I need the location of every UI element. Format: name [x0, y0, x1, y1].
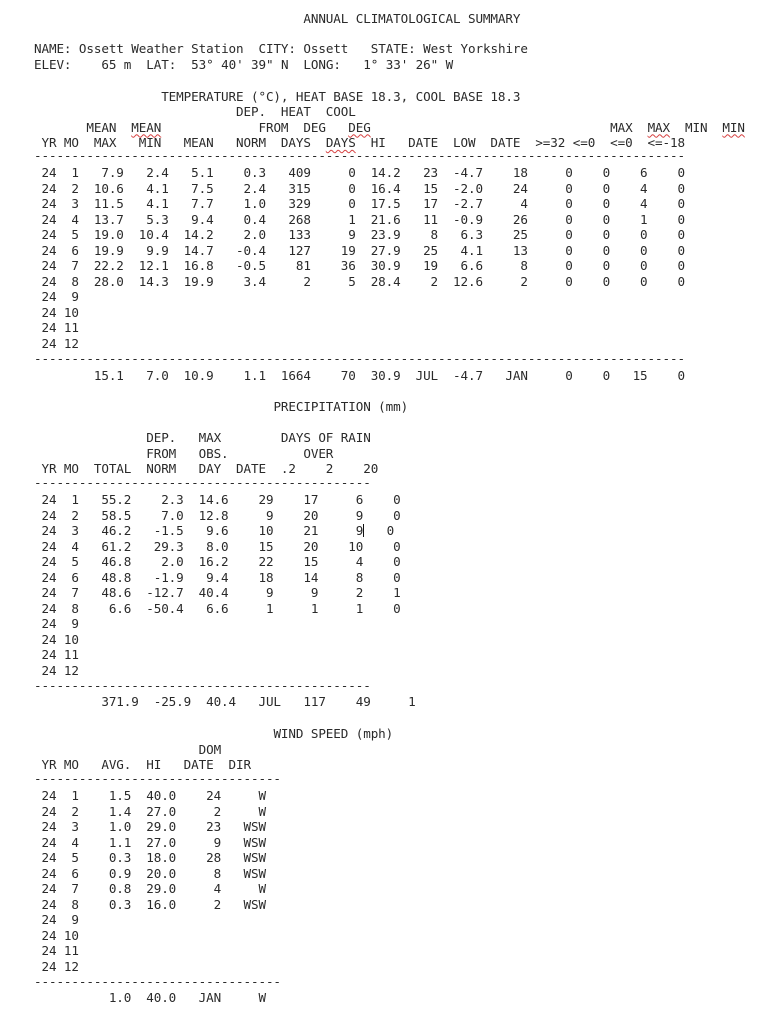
- precipitation-row: 24 2 58.5 7.0 12.8 9 20 9 0: [34, 507, 401, 523]
- report-title: ANNUAL CLIMATOLOGICAL SUMMARY: [303, 11, 521, 26]
- wind-rule-top: ---------------------------------: [34, 771, 281, 786]
- page-title: [34, 11, 520, 27]
- precipitation-row: 24 7 48.6 -12.7 40.4 9 9 2 1: [34, 585, 401, 600]
- precipitation-row: 24 4 61.2 29.3 8.0 15 20 10 0: [34, 538, 401, 554]
- wind-summary-row: 1.0 40.0 JAN W: [34, 990, 266, 1005]
- city-label: CITY:: [258, 41, 296, 56]
- precipitation-row: 24 3 46.2 -1.5 9.6 10 21 9 0: [34, 523, 395, 538]
- wind-row: 24 3 1.0 29.0 23 WSW: [34, 819, 266, 834]
- wind-row: 24 5 0.3 18.0 28 WSW: [34, 850, 266, 865]
- precipitation-row: 24 10: [34, 631, 79, 647]
- precipitation-row: 24 8 6.6 -50.4 6.6 1 1 1 0: [34, 600, 401, 616]
- temperature-rule-bottom: ---------------------------------------------------------------------------------------: [34, 351, 685, 366]
- wind-header-1: DOM: [34, 741, 222, 757]
- precipitation-row: 24 6 48.8 -1.9 9.4 18 14 8 0: [34, 569, 401, 585]
- name-label: NAME:: [34, 41, 72, 56]
- precipitation-row: 24 11: [34, 647, 79, 662]
- elev-label: ELEV:: [34, 56, 72, 72]
- temperature-header-1: DEP. HEAT COOL: [34, 104, 356, 119]
- temperature-header-3: YR MO MAX MIN MEAN NORM DAYS DAYS HI DATE LOW DATE >=32 <=0 <=0 <=-18: [34, 135, 685, 150]
- temperature-row: 24 7 22.2 12.1 16.8 -0.5 81 36 30.9 19 6.6 8 0 0 0 0: [34, 258, 685, 273]
- temperature-row: 24 3 11.5 4.1 7.7 1.0 329 0 17.5 17 -2.7 4 0 0 4 0: [34, 196, 685, 211]
- wind-row: 24 6 0.9 20.0 8 WSW: [34, 865, 266, 881]
- wind-row: 24 7 0.8 29.0 4 W: [34, 881, 266, 896]
- wind-row: 24 11: [34, 943, 79, 958]
- wind-title: WIND SPEED (mph): [273, 726, 394, 741]
- station-line-1: [34, 41, 528, 57]
- station-city: Ossett: [303, 41, 349, 56]
- precipitation-row: 24 12: [34, 662, 79, 678]
- temperature-row: 24 6 19.9 9.9 14.7 -0.4 127 19 27.9 25 4.1 13 0 0 0 0: [34, 242, 685, 258]
- temperature-row: 24 10: [34, 304, 79, 320]
- temperature-row: 24 5 19.0 10.4 14.2 2.0 133 9 23.9 8 6.3 25 0 0 0 0: [34, 227, 685, 242]
- station-line-2: [34, 57, 453, 73]
- precipitation-section-title: [34, 399, 408, 415]
- precipitation-header-1: DEP. MAX DAYS OF RAIN: [34, 430, 371, 445]
- precipitation-header-2: FROM OBS. OVER: [34, 445, 334, 461]
- state-label: STATE:: [370, 41, 416, 56]
- wind-row: 24 2 1.4 27.0 2 W: [34, 803, 266, 819]
- wind-row: 24 10: [34, 927, 79, 943]
- lat-label: LAT:: [146, 56, 177, 72]
- header-cool-days: DAYS: [325, 135, 356, 150]
- header-min-le18: MIN: [722, 119, 745, 135]
- header-max-le0: MAX: [647, 119, 671, 135]
- temperature-section-title: [34, 89, 520, 105]
- precipitation-header-3: YR MO TOTAL NORM DAY DATE .2 2 20: [34, 461, 379, 476]
- header-mean-min: MEAN: [131, 119, 162, 135]
- precipitation-rule-bottom: ---------------------------------------------: [34, 678, 371, 693]
- long-label: LONG:: [303, 56, 341, 72]
- precipitation-title: PRECIPITATION (mm): [273, 399, 409, 414]
- precipitation-row: 24 9: [34, 616, 79, 631]
- header-cool-deg: DEG: [348, 119, 371, 135]
- precipitation-row: 24 5 46.8 2.0 16.2 22 15 4 0: [34, 554, 401, 569]
- station-name: Ossett Weather Station: [78, 41, 244, 56]
- wind-row: 24 12: [34, 958, 79, 974]
- wind-row: 24 8 0.3 16.0 2 WSW: [34, 896, 266, 912]
- station-long: 1° 33' 26" W: [363, 56, 454, 72]
- temperature-row: 24 9: [34, 289, 79, 304]
- temperature-row: 24 8 28.0 14.3 19.9 3.4 2 5 28.4 2 12.6 2 0 0 0 0: [34, 273, 685, 289]
- temperature-rule-top: ---------------------------------------------------------------------------------------: [34, 148, 685, 163]
- temperature-row: 24 11: [34, 320, 79, 335]
- temperature-summary-row: 15.1 7.0 10.9 1.1 1664 70 30.9 JUL -4.7 JAN 0 0 15 0: [34, 368, 685, 383]
- temperature-row: 24 1 7.9 2.4 5.1 0.3 409 0 14.2 23 -4.7 18 0 0 6 0: [34, 165, 685, 180]
- station-state: West Yorkshire: [423, 41, 528, 56]
- temperature-header-2: MEAN MEAN FROM DEG DEG MAX MAX MIN MIN: [34, 119, 745, 135]
- temperature-row: 24 4 13.7 5.3 9.4 0.4 268 1 21.6 11 -0.9 26 0 0 1 0: [34, 211, 685, 227]
- text-cursor: [363, 524, 364, 537]
- temperature-row: 24 12: [34, 335, 79, 351]
- precipitation-rule-top: ---------------------------------------------: [34, 475, 371, 490]
- station-lat: 53° 40' 39" N: [191, 56, 289, 72]
- wind-header-2: YR MO AVG. HI DATE DIR: [34, 757, 251, 772]
- wind-row: 24 4 1.1 27.0 9 WSW: [34, 834, 266, 850]
- wind-rule-bottom: ---------------------------------: [34, 974, 281, 989]
- temperature-row: 24 2 10.6 4.1 7.5 2.4 315 0 16.4 15 -2.0 24 0 0 4 0: [34, 180, 685, 196]
- station-elev: 65 m: [101, 56, 132, 72]
- wind-section-title: [34, 726, 393, 742]
- precipitation-row: 24 1 55.2 2.3 14.6 29 17 6 0: [34, 492, 401, 507]
- precipitation-summary-row: 371.9 -25.9 40.4 JUL 117 49 1: [34, 694, 416, 709]
- wind-row: 24 1 1.5 40.0 24 W: [34, 788, 266, 803]
- wind-row: 24 9: [34, 912, 79, 927]
- temperature-title: TEMPERATURE (°C), HEAT BASE 18.3, COOL BASE 18.3: [161, 89, 521, 104]
